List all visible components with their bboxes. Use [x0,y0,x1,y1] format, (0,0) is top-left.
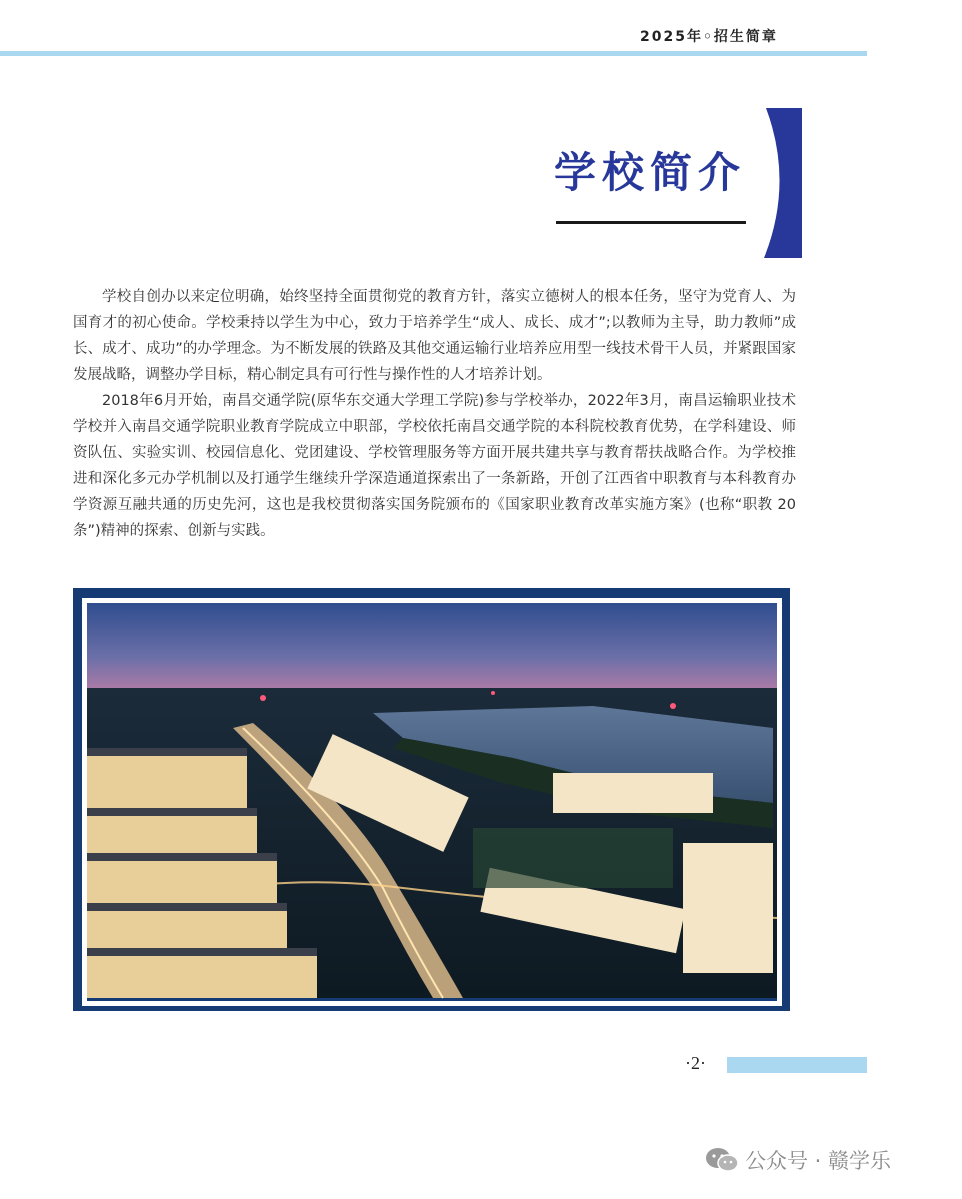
paragraph-1: 学校自创办以来定位明确，始终坚持全面贯彻党的教育方针，落实立德树人的根本任务，坚守为党育人、为国育才的初心使命。学校秉持以学生为中心，致力于培养学生“成人、成长、成才”;以教师为主导，助力教师”成长、成才、成功”的办学理念。为不断发展的铁路及其他交通运输行业培养应用型一线技术骨干人员，并紧跟国家发展战略，调整办学目标，精心制定具有可行性与操作性的人才培养计划。 [73,289,796,383]
bracket-decoration [760,108,802,258]
header-bar [0,51,867,56]
header-title: 2025年◦招生简章 [640,29,778,45]
watermark-text: 公众号 · 赣学乐 [745,1149,892,1173]
photo-white-border [82,598,782,1006]
page-bar [727,1057,867,1073]
page-number: ·2· [685,1053,706,1073]
watermark [705,1145,891,1175]
section-title: 学校简介 [554,148,747,197]
wechat-icon [705,1146,739,1174]
paragraph-2: 2018年6月开始，南昌交通学院(原华东交通大学理工学院)参与学校举办，2022年3月，南昌运输职业技术学校并入南昌交通学院职业教育学院成立中职部，学校依托南昌交通学院的本科院校教育优势，在学科建设、师资队伍、实验实训、校园信息化、党团建设、学校管理服务等方面开展共建共享与教育帮扶战略合作。为学校推进和深化多元办学机制以及打通学生继续升学深造通道探索出了一条新路，开创了江西省中职教育与本科教育办学资源互融共通的历史先河，这也是我校贯彻落实国务院颁布的《国家职业教育改革实施方案》(也称“职教 20 条”)精神的探索、创新与实践。 [73,393,796,539]
title-underline [556,221,746,224]
intro-text [73,284,796,544]
